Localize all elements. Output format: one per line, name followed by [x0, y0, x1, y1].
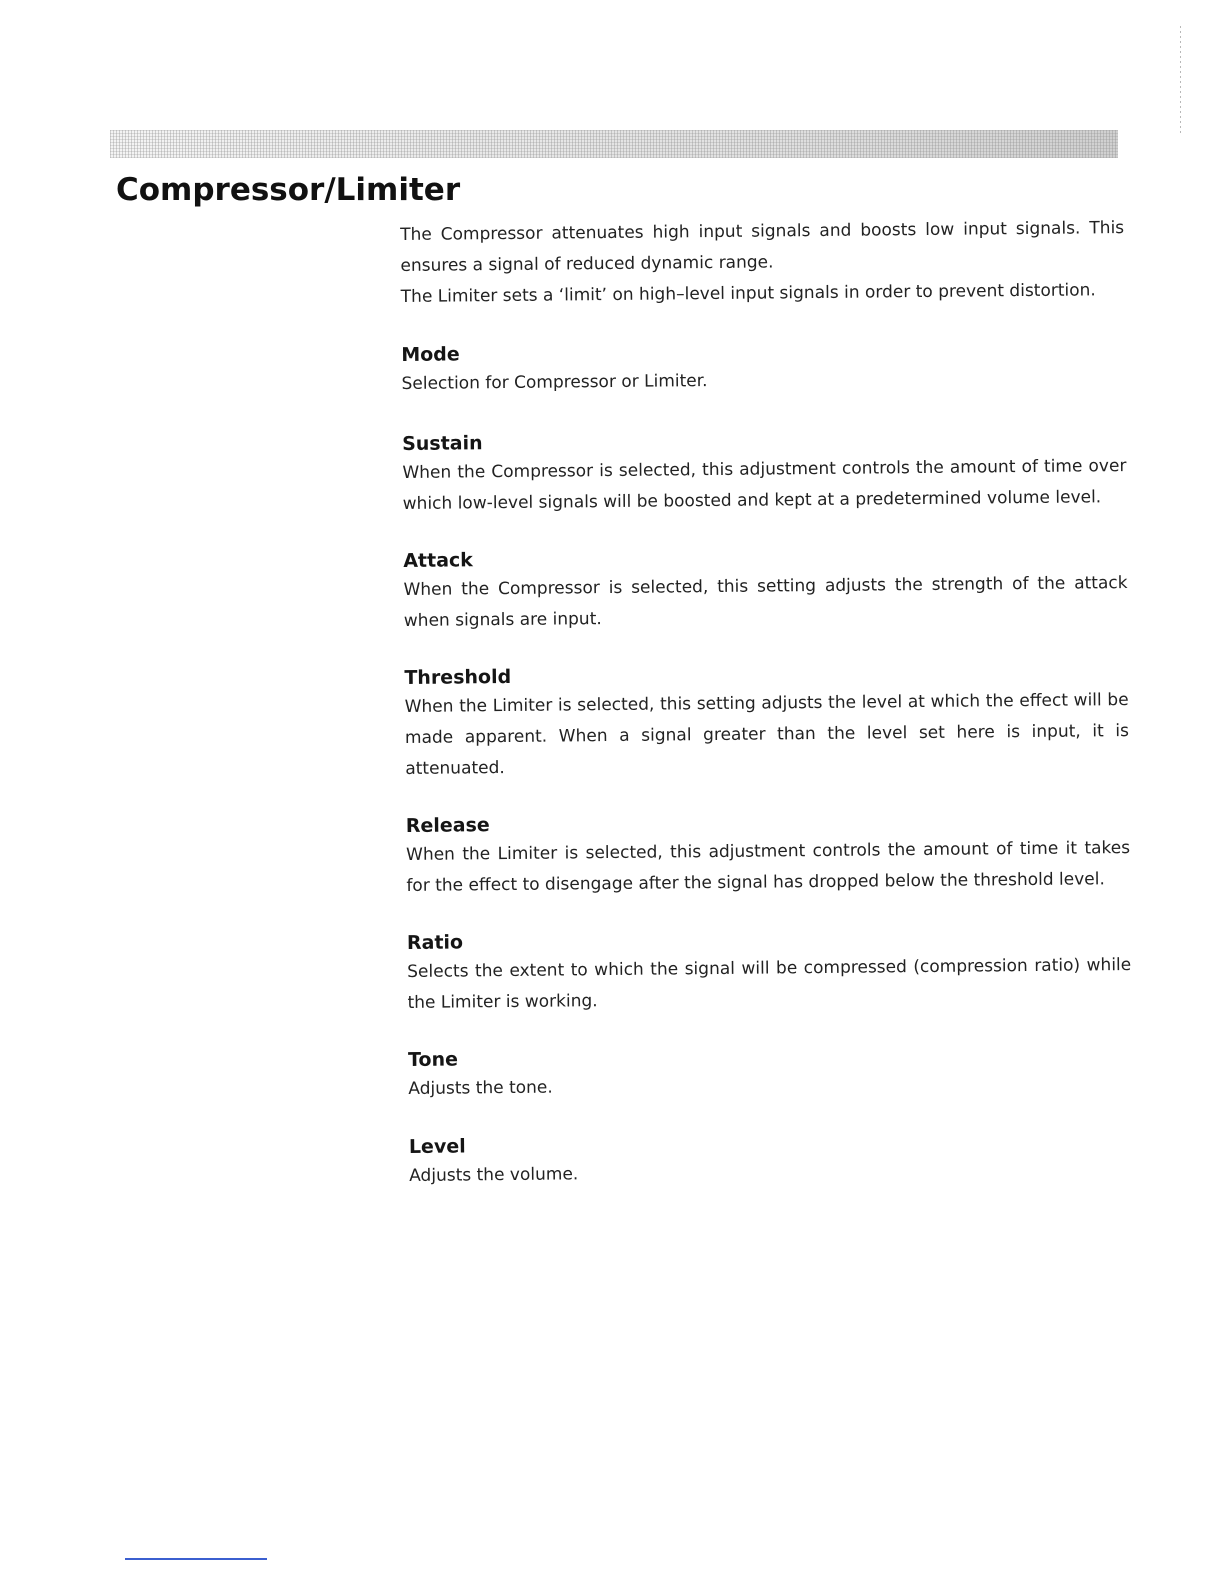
section-ratio — [407, 922, 1132, 1019]
intro — [400, 213, 1125, 313]
section-heading-threshold: Threshold — [404, 665, 512, 689]
main-content — [400, 213, 1133, 1192]
section-threshold — [404, 657, 1129, 785]
intro-paragraph-compressor: The Compressor attenuates high input signals and boosts low input signals. This ensures a signal of reduced dynamic range. — [400, 218, 1125, 276]
section-heading-attack: Attack — [403, 549, 473, 572]
section-tone — [408, 1039, 1133, 1105]
section-heading-release: Release — [405, 814, 490, 837]
section-heading-sustain: Sustain — [402, 432, 483, 455]
page-title: Compressor/Limiter — [116, 172, 461, 208]
header-rule — [110, 130, 1118, 158]
section-attack — [403, 540, 1128, 637]
section-body-release: When the Limiter is selected, this adjustment controls the amount of time it takes for the effect to disengage after the signal has dropped below the threshold level. — [405, 838, 1131, 896]
section-heading-level: Level — [408, 1135, 466, 1158]
section-body-mode: Selection for Compressor or Limiter. — [401, 371, 708, 394]
section-release — [406, 805, 1131, 902]
footer-rule — [125, 1558, 267, 1560]
section-body-tone: Adjusts the tone. — [408, 1077, 553, 1099]
section-body-ratio: Selects the extent to which the signal will be compressed (compression ratio) while the Limiter is working. — [407, 955, 1132, 1013]
scan-edge-mark — [1180, 26, 1181, 136]
section-heading-ratio: Ratio — [406, 931, 464, 954]
section-body-level: Adjusts the volume. — [409, 1164, 579, 1186]
section-mode — [401, 334, 1126, 400]
section-body-threshold: When the Limiter is selected, this setting adjusts the level at which the effect will be made apparent. When a signal greater than the level set here is input, it is attenuated. — [404, 690, 1130, 779]
section-body-sustain: When the Compressor is selected, this adjustment controls the amount of time over which low-level signals will be boosted and kept at a predetermined volume level. — [402, 456, 1127, 514]
section-heading-tone: Tone — [407, 1048, 459, 1071]
section-heading-mode: Mode — [401, 343, 460, 366]
intro-paragraph-limiter: The Limiter sets a ‘limit’ on high–level input signals in order to prevent distortion. — [400, 280, 1096, 307]
section-sustain — [402, 423, 1127, 520]
section-body-attack: When the Compressor is selected, this setting adjusts the strength of the attack when signals are input. — [403, 573, 1128, 631]
section-level — [409, 1126, 1134, 1192]
